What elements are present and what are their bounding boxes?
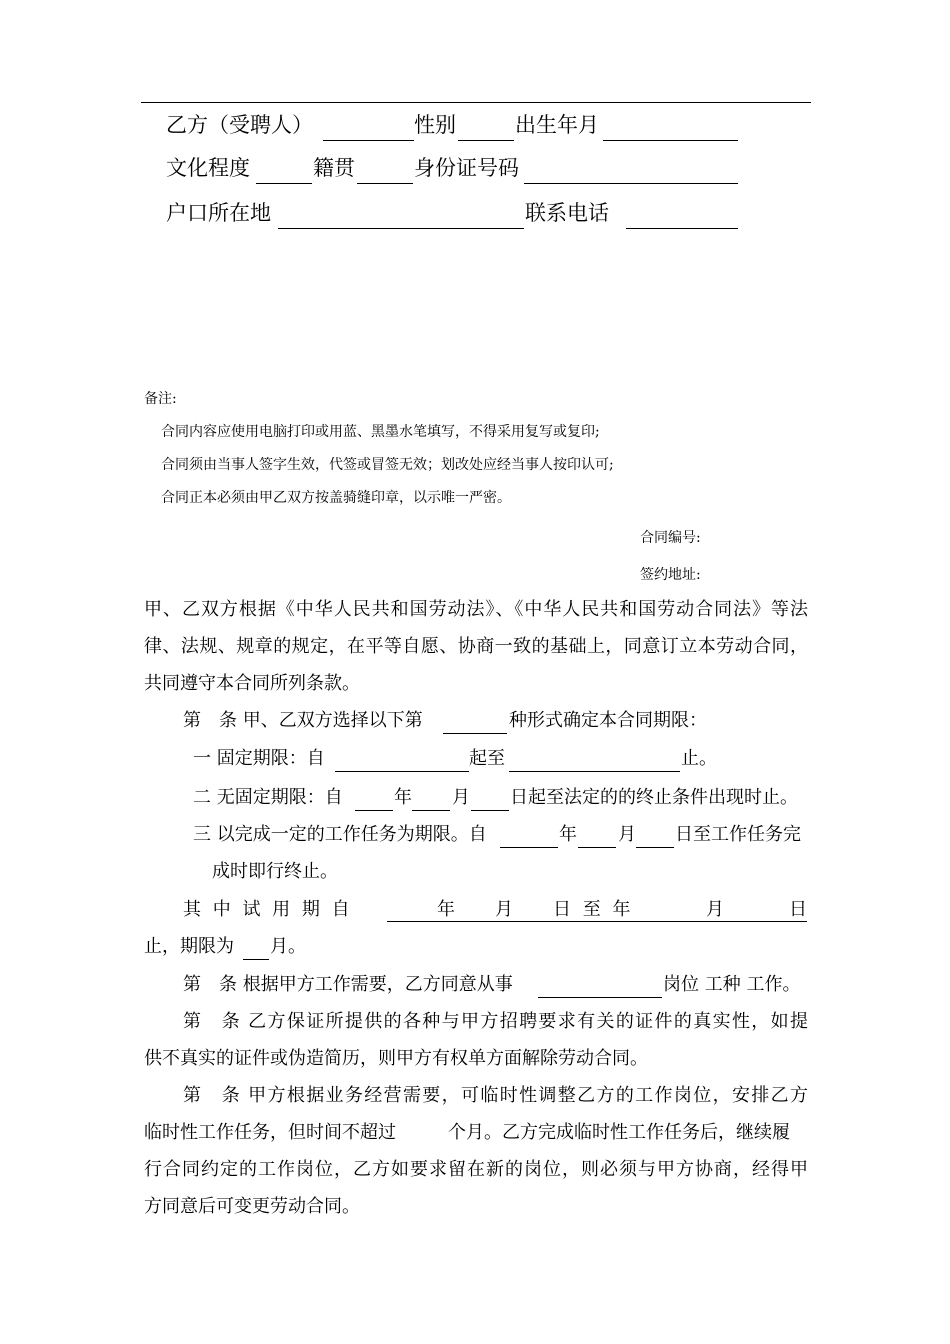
probation-months-field[interactable] bbox=[243, 959, 269, 960]
native-place-label: 籍贯 bbox=[313, 156, 355, 180]
id-number-label: 身份证号码 bbox=[414, 156, 519, 180]
note-item: 合同正本必须由甲乙双方按盖骑缝印章，以示唯一严密。 bbox=[161, 490, 511, 506]
education-field[interactable] bbox=[256, 183, 312, 184]
cert-clause-line: 第 条 乙方保证所提供的各种与甲方招聘要求有关的证件的真实性，如提 bbox=[183, 1011, 808, 1032]
gender-label: 性别 bbox=[414, 113, 456, 137]
temp-clause-line: 第 条 甲方根据业务经营需要，可临时性调整乙方的工作岗位，安排乙方 bbox=[183, 1085, 808, 1106]
term-option-open: 二 无固定期限：自 bbox=[193, 787, 343, 808]
temp-clause-line: 方同意后可变更劳动合同。 bbox=[144, 1196, 360, 1217]
term-clause-text: 种形式确定本合同期限： bbox=[509, 710, 707, 731]
temp-clause-line: 行合同约定的工作岗位，乙方如要求留在新的岗位，则必须与甲方协商，经得甲 bbox=[144, 1159, 808, 1180]
term-option-text: 止。 bbox=[681, 748, 717, 769]
open-month-field[interactable] bbox=[412, 810, 450, 811]
phone-field[interactable] bbox=[626, 228, 738, 229]
education-label: 文化程度 bbox=[166, 156, 250, 180]
open-year-field[interactable] bbox=[355, 810, 393, 811]
probation-text: 年 bbox=[437, 899, 455, 920]
term-option-task: 三 以完成一定的工作任务为期限。自 bbox=[193, 824, 487, 845]
temp-clause-line: 个月。乙方完成临时性工作任务后，继续履 bbox=[448, 1122, 790, 1143]
note-item: 合同须由当事人签字生效，代签或冒签无效；划改处应经当事人按印认可; bbox=[161, 457, 614, 473]
term-option-text: 年 bbox=[394, 787, 412, 808]
header-rule bbox=[141, 102, 811, 103]
contract-number-label: 合同编号: bbox=[640, 530, 701, 546]
task-month-field[interactable] bbox=[578, 847, 616, 848]
birth-label: 出生年月 bbox=[515, 113, 599, 137]
probation-text: 月 bbox=[706, 899, 724, 920]
phone-label: 联系电话 bbox=[525, 201, 609, 225]
task-year-field[interactable] bbox=[500, 847, 558, 848]
term-option-text: 起至 bbox=[469, 748, 505, 769]
job-clause-text: 第 条 根据甲方工作需要，乙方同意从事 bbox=[183, 974, 513, 995]
term-option-text: 成时即行终止。 bbox=[212, 861, 338, 882]
term-option-text: 年 bbox=[559, 824, 577, 845]
contract-address-label: 签约地址: bbox=[640, 567, 701, 583]
job-clause-text: 岗位 工种 工作。 bbox=[663, 974, 801, 995]
cert-clause-line: 供不真实的证件或伪造简历，则甲方有权单方面解除劳动合同。 bbox=[144, 1048, 648, 1069]
intro-line: 共同遵守本合同所列条款。 bbox=[144, 673, 360, 694]
intro-line: 律、法规、规章的规定，在平等自愿、协商一致的基础上，同意订立本劳动合同， bbox=[144, 636, 808, 657]
temp-clause-line: 临时性工作任务，但时间不超过 bbox=[144, 1122, 396, 1143]
job-position-field[interactable] bbox=[538, 997, 662, 998]
probation-text: 月。 bbox=[270, 936, 306, 957]
probation-text: 日 至 年 bbox=[553, 899, 634, 920]
probation-text: 止，期限为 bbox=[144, 936, 234, 957]
probation-text: 月 bbox=[495, 899, 513, 920]
term-form-field[interactable] bbox=[443, 733, 507, 734]
notes-title: 备注: bbox=[144, 391, 177, 407]
term-clause-text: 第 条 甲、乙双方选择以下第 bbox=[183, 710, 423, 731]
note-item: 合同内容应使用电脑打印或用蓝、黑墨水笔填写，不得采用复写或复印; bbox=[161, 424, 600, 440]
term-option-text: 月 bbox=[452, 787, 470, 808]
task-day-field[interactable] bbox=[636, 847, 674, 848]
probation-label: 其 中 试 用 期 自 bbox=[183, 899, 353, 920]
party-b-name-label: 乙方（受聘人） bbox=[166, 113, 313, 137]
fixed-start-field[interactable] bbox=[335, 771, 469, 772]
residence-field[interactable] bbox=[278, 228, 524, 229]
residence-label: 户口所在地 bbox=[166, 201, 271, 225]
term-option-text: 日起至法定的的终止条件出现时止。 bbox=[510, 787, 798, 808]
term-option-text: 月 bbox=[618, 824, 636, 845]
gender-field[interactable] bbox=[458, 140, 514, 141]
birth-field[interactable] bbox=[603, 140, 738, 141]
native-place-field[interactable] bbox=[357, 183, 413, 184]
id-number-field[interactable] bbox=[524, 183, 738, 184]
open-day-field[interactable] bbox=[471, 810, 509, 811]
fixed-end-field[interactable] bbox=[509, 771, 680, 772]
probation-period-field[interactable] bbox=[387, 921, 807, 922]
term-option-fixed: 一 固定期限：自 bbox=[193, 748, 325, 769]
intro-line: 甲、乙双方根据《中华人民共和国劳动法》、《中华人民共和国劳动合同法》等法 bbox=[144, 599, 808, 620]
term-option-text: 日至工作任务完 bbox=[675, 824, 801, 845]
party-b-name-field[interactable] bbox=[323, 140, 414, 141]
probation-text: 日 bbox=[789, 899, 807, 920]
